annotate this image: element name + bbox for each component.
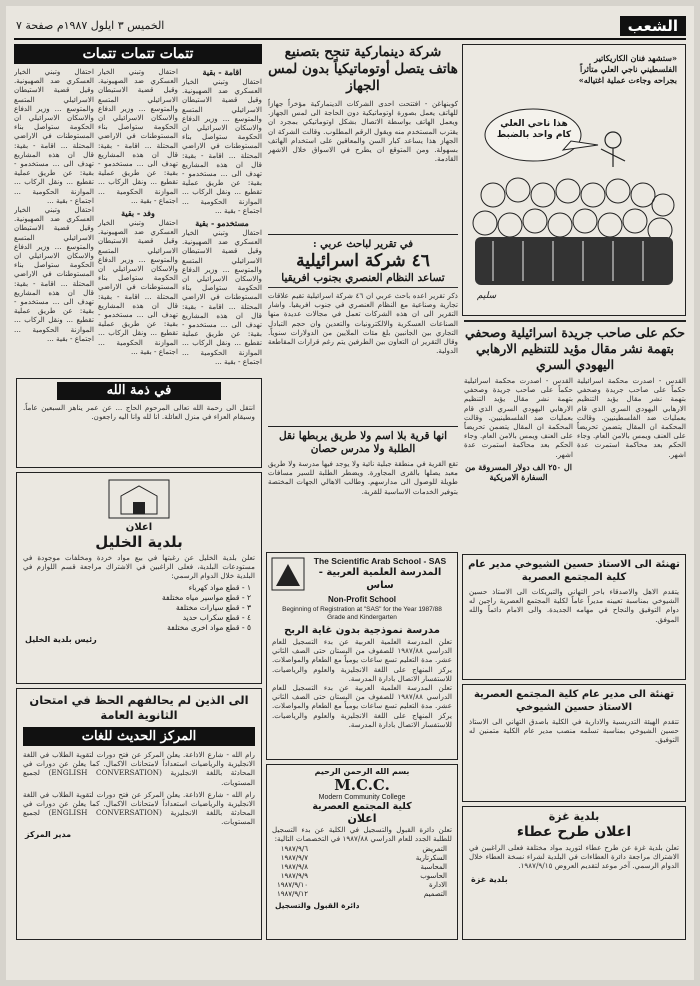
cartoon-signature: سليم [477, 291, 497, 301]
mcc-date: ١٩٨٧/٩/١٢ [277, 890, 309, 899]
briefs-banner: تتمات تتمات تتمات [14, 44, 262, 64]
congrats-body-1: يتقدم الاهل والاصدقاء باحر التهاني والتبريكات الى الاستاذ حسين الشيوخي بمناسبة تعيينه مديراً عاماً لكلية المجتمع العصرية راجين له دوام التوفيق والنجاح في مهامه الجديدة. والى الامام دائماً والله الموفق. [469, 587, 679, 624]
briefs-body-4: احتفال وتبني الخيار العسكري ضد الصهيونية. وقيل قضية الاستيطان الاسرائيلي المتسع والمتوسع ... وزير الدفاع والاسكان الاسرائيلي ان الحكومة ستواصل بناء المستوطنات في الاراضي المحتلة ... اقامة - بقية: قال ان هذه المشاريع تهدف الى ... مستخدمو - بقية: عن طريق عملية تقطيع ... ونقل الركاب ... الموازنة الحكومية ... اجتماع - بقية ... [98, 218, 178, 356]
condolence-body: انتقل الى رحمة الله تعالى المرحوم الحاج ... عن عمر يناهز السبعين عاماً. وسيقام العزاء في منزل العائلة. انا لله وانا اليه راجعون. [23, 403, 255, 422]
hebron-logo-icon [21, 476, 257, 522]
congrats-box-2 [462, 684, 686, 802]
school-body-2: تعلن المدرسة العلمية العربية عن بدء التسجيل للعام الدراسي ١٩٨٧/٨٨ للصفوف من البستان حتى الصف الثاني عشر. مدة التعليم تسع ساعات يومياً مع الطعام والمواصلات. يركز المنهاج على اللغة الانجليزية والعلوم والرياضيات. للاستفسار الاتصال بادارة المدرسة. [272, 683, 452, 729]
mcc-name-ar: كلية المجتمع العصرية [312, 801, 412, 812]
gaza-title: بلدية غزة [548, 810, 600, 823]
school-body: تعلن المدرسة العلمية العربية عن بدء التسجيل للعام الدراسي ١٩٨٧/٨٨ للصفوف من البستان حتى الصف الثاني عشر. مدة التعليم تسع ساعات يومياً مع الطعام والمواصلات. يركز المنهاج على اللغة الانجليزية والعلوم والرياضيات. للاستفسار الاتصال بادارة المدرسة. [272, 637, 452, 683]
mcc-label: اعلان [347, 812, 377, 825]
mcc-program: الحاسوب [420, 872, 447, 881]
tech-article [268, 44, 458, 232]
exam-center: المركز الحديث للغات [23, 727, 255, 746]
cartoon-text: «ستشهد فنان الكاريكاتير الفلسطيني ناجي العلي متأثراً بجراحه وجاءت عملية اغتياله» [578, 53, 677, 85]
school-name-en: The Scientific Arab School - SAS [313, 556, 447, 566]
briefs-body-1: احتفال وتبني الخيار العسكري ضد الصهيونية. وقيل قضية الاستيطان الاسرائيلي المتسع والمتوسع ... وزير الدفاع والاسكان الاسرائيلي ان الحكومة ستواصل بناء المستوطنات في الاراضي المحتلة ... اقامة - بقية: قال ان هذه المشاريع تهدف الى ... مستخدمو - بقية: عن طريق عملية تقطيع ... ونقل الركاب ... الموازنة الحكومية ... اجتماع - بقية ... [182, 77, 262, 215]
congrats-title-2: تهنئة الى مدير عام كلية المجتمع العصرية الاستاذ حسين الشيوخي [473, 689, 675, 713]
hebron-item: ٣ - قطع سيارات مختلفة [175, 602, 251, 612]
exam-headline: الى الذين لم يحالفهم الحظ في امتحان الثانوية العامة [29, 693, 249, 722]
hebron-title: بلدية الخليل [95, 533, 183, 551]
hebron-sign: رئيس بلدية الخليل [25, 634, 97, 644]
israeli-headline: ٤٦ شركة اسرائيلية [296, 251, 430, 271]
issue-date: الخميس ٣ ايلول ١٩٨٧م صفحة ٧ [16, 19, 165, 32]
israeli-subhead: تساعد النظام العنصري بجنوب افريقيا [268, 271, 458, 288]
school-reg-en: Beginning of Registration at "SAS" for the Year 1987/88 Grade and Kindergarten [282, 606, 442, 621]
mcc-program: المحاسبة [420, 863, 447, 872]
mcc-logo: M.C.C. [334, 776, 390, 794]
mcc-date: ١٩٨٧/٩/٦ [280, 845, 309, 854]
exam-body-2: رام الله - شارع الاذاعة. يعلن المركز عن فتح دورات لتقوية الطلاب في اللغة الانجليزية والرياضيات استعداداً لامتحانات الاكمال. كما يعلن عن دورات في المحادثة باللغة الانجليزية (ENGLISH CONVERSATION) لجميع المستويات. [23, 789, 255, 827]
page-header [14, 16, 686, 40]
exam-ad [16, 688, 262, 940]
school-type-en: Non-Profit School [328, 595, 396, 604]
hebron-label: اعلان [125, 522, 153, 533]
briefs-sub1: اقامة - بقية [202, 67, 242, 77]
village-body: تقع القرية في منطقة جبلية نائية ولا يوجد فيها مدرسة ولا طريق معبد يصلها بالقرى المجاورة. ويضطر الطلبة للسير مسافات طويلة للوصول الى مدارسهم. وطالب الاهالي الجهات المختصة بتوفير الخدمات الاساسية للقرية. [268, 459, 458, 496]
school-headline: مدرسة نموذجية بدون غاية الربح [284, 625, 440, 636]
briefs-sub2: مستخدمو - بقية [195, 218, 249, 229]
briefs-body-3: احتفال وتبني الخيار العسكري ضد الصهيونية. وقيل قضية الاستيطان الاسرائيلي المتسع والمتوسع ... وزير الدفاع والاسكان الاسرائيلي ان الحكومة ستواصل بناء المستوطنات في الاراضي المحتلة ... اقامة - بقية: قال ان هذه المشاريع تهدف الى ... مستخدمو - بقية: عن طريق عملية تقطيع ... ونقل الركاب ... الموازنة الحكومية ... اجتماع - بقية ... [98, 67, 178, 205]
hebron-item: ٥ - قطع مواد اخرى مختلفة [167, 622, 251, 632]
condolence-title: في ذمة الله [57, 382, 221, 400]
journalist-sub: ال ٢٥٠ الف دولار المسروقة من السفارة الامريكية [465, 461, 572, 482]
congrats-title-1: تهنئة الى الاستاذ حسين الشيوخي مدير عام كلية المجتمع العصرية [468, 559, 680, 583]
tech-body: كوبنهاغن - افتتحت احدى الشركات الدينماركية مؤخراً جهازاً للهاتف يعمل بصورة اوتوماتيكية دون الحاجة الى لمس الجهاز. ويعمل الهاتف بواسطة الاتصال بشكل اوتوماتيكي بمجرد ان يقترب المستخدم منه ويقول الرقم المطلوب. وقالت الشركة ان الجهاز هذا يساعد كبار السن والمعاقين على استخدام الهاتف بسهولة. ومن المتوقع ان يطرح في الاسواق خلال الاشهر القادمة. [268, 99, 458, 164]
hebron-item: ٤ - قطع سكراب حديد [182, 612, 251, 622]
hebron-body: تعلن بلدية الخليل عن رغبتها في بيع مواد خردة ومخلفات موجودة في مستودعات البلدية، فعلى الراغبين في الاشتراك مراجعة قسم اللوازم في البلدية خلال الدوام الرسمي: [23, 553, 255, 581]
school-logo-icon [270, 556, 306, 592]
briefs-sub3: وفد - بقية [121, 208, 155, 219]
briefs-body-5: احتفال وتبني الخيار العسكري ضد الصهيونية. وقيل قضية الاستيطان الاسرائيلي المتسع والمتوسع ... وزير الدفاع والاسكان الاسرائيلي ان الحكومة ستواصل بناء المستوطنات في الاراضي المحتلة ... اقامة - بقية: قال ان هذه المشاريع تهدف الى ... مستخدمو - بقية: عن طريق عملية تقطيع ... ونقل الركاب ... الموازنة الحكومية ... اجتماع - بقية ... [14, 67, 94, 205]
mcc-program: التمريض [422, 845, 447, 854]
mcc-program: التصميم [423, 890, 447, 899]
exam-sign: مدير المركز [25, 829, 72, 839]
mcc-bismillah: بسم الله الرحمن الرحيم [314, 767, 410, 776]
mcc-program: السكرتارية [415, 854, 447, 863]
mcc-date: ١٩٨٧/٩/٨ [280, 863, 309, 872]
israeli-kicker: في تقرير لباحث عربي : [312, 239, 414, 250]
village-headline: انها قرية بلا اسم ولا طريق يربطها نقل الطلبة ولا مدرس حصان [278, 430, 448, 455]
gaza-ad [462, 806, 686, 940]
newspaper-brand: الشعب [620, 16, 686, 36]
newspaper-page [6, 6, 694, 980]
cartoon-box [462, 44, 686, 316]
tech-headline: شركة دينماركية تنجح بتصنيع هاتف يتصل أوتوماتيكياً بدون لمس الجهاز [268, 44, 458, 94]
mcc-body: تعلن دائرة القبول والتسجيل في الكلية عن بدء التسجيل للطلبة الجدد للعام الدراسي ١٩٨٧/٨٨ في التخصصات التالية: [272, 825, 452, 844]
briefs-body-2: احتفال وتبني الخيار العسكري ضد الصهيونية. وقيل قضية الاستيطان الاسرائيلي المتسع والمتوسع ... وزير الدفاع والاسكان الاسرائيلي ان الحكومة ستواصل بناء المستوطنات في الاراضي المحتلة ... اقامة - بقية: قال ان هذه المشاريع تهدف الى ... مستخدمو - بقية: عن طريق عملية تقطيع ... ونقل الركاب ... الموازنة الحكومية ... اجتماع - بقية ... [182, 228, 262, 366]
gaza-sign: بلدية غزة [471, 874, 508, 884]
school-name-ar: المدرسة العلمية العربية - ساس [318, 567, 442, 591]
israeli-body: ذكر تقرير اعده باحث عربي ان ٤٦ شركة اسرائيلية تقيم علاقات تجارية وصناعية مع النظام العنصري في جنوب افريقيا. واشار التقرير الى ان هذه الشركات تعمل في مجالات عديدة منها الصناعات العسكرية والالكترونيات والتعدين وان حجم التبادل التجاري بين الجانبين بلغ مئات الملايين من الدولارات سنوياً. وقال التقرير ان التعاون بين الطرفين يتم رغم قرارات المقاطعة الدولية. [268, 291, 458, 356]
hebron-ad [16, 472, 262, 684]
journalist-article [464, 320, 686, 552]
briefs-column [14, 44, 262, 372]
mcc-date: ١٩٨٧/٩/١٠ [277, 881, 309, 890]
mcc-date: ١٩٨٧/٩/٩ [280, 872, 309, 881]
mcc-ad [266, 764, 458, 940]
journalist-headline: حكم على صاحب جريدة اسرائيلية وصحفي بتهمة نشر مقال مؤيد للتنظيم الارهابي اليهودي السري [464, 325, 685, 372]
congrats-body-2: تتقدم الهيئة التدريسية والادارية في الكلية باصدق التهاني الى الاستاذ حسين الشيوخي بمناسبة تسلمه منصب مدير عام الكلية متمنين له التوفيق. [469, 717, 679, 745]
gaza-subtitle: اعلان طرح عطاء [516, 824, 632, 840]
cartoon-caption: هذا ناحي العلي كام واحد بالضبط [496, 119, 572, 140]
hebron-item: ١ - قطع مواد كهرباء [188, 582, 251, 592]
congrats-box-1 [462, 554, 686, 680]
mcc-name-en: Modern Community College [318, 794, 406, 801]
school-ad [266, 552, 458, 760]
mcc-program: الادارة [428, 881, 447, 890]
hebron-item: ٢ - قطع مواسير مياه مختلفة [162, 592, 251, 602]
mcc-date: ١٩٨٧/٩/٧ [280, 854, 309, 863]
village-article [268, 426, 458, 547]
israeli-companies-article [268, 234, 458, 425]
journalist-body-1: القدس - اصدرت محكمة اسرائيلية حكماً على صاحب جريدة وصحفي بتهمة نشر مقال يؤيد التنظيم الارهابي اليهودي السري الذي قام بعمليات ضد الفلسطينيين. وقالت المحكمة ان المقال يتضمن تحريضاً على العنف ويمس بالامن العام. وجاء الحكم بعد محاكمة استمرت عدة اشهر. [577, 376, 686, 459]
briefs-body-6: احتفال وتبني الخيار العسكري ضد الصهيونية. وقيل قضية الاستيطان الاسرائيلي المتسع والمتوسع ... وزير الدفاع والاسكان الاسرائيلي ان الحكومة ستواصل بناء المستوطنات في الاراضي المحتلة ... اقامة - بقية: قال ان هذه المشاريع تهدف الى ... مستخدمو - بقية: عن طريق عملية تقطيع ... ونقل الركاب ... الموازنة الحكومية ... اجتماع - بقية ... [14, 205, 94, 343]
mcc-sign: دائرة القبول والتسجيل [275, 901, 360, 911]
gaza-body: تعلن بلدية غزة عن طرح عطاء لتوريد مواد مختلفة فعلى الراغبين في الاشتراك مراجعة دائرة العطاءات في البلدية لشراء نسخة العطاء خلال الدوام الرسمي. آخر موعد لتقديم العروض ١٩٨٧/٩/١٥. [469, 843, 679, 871]
exam-body: رام الله - شارع الاذاعة. يعلن المركز عن فتح دورات لتقوية الطلاب في اللغة الانجليزية والرياضيات استعداداً لامتحانات الاكمال. كما يعلن عن دورات في المحادثة باللغة الانجليزية (ENGLISH CONVERSATION) لجميع المستويات. [23, 750, 255, 787]
journalist-body-2: القدس - اصدرت محكمة اسرائيلية حكماً على صاحب جريدة وصحفي بتهمة نشر مقال يؤيد التنظيم الارهابي اليهودي السري الذي قام بعمليات ضد الفلسطينيين. وقالت المحكمة ان المقال يتضمن تحريضاً على العنف ويمس بالامن العام. وجاء الحكم بعد محاكمة استمرت عدة اشهر. [464, 376, 573, 459]
condolence-box [16, 378, 262, 468]
